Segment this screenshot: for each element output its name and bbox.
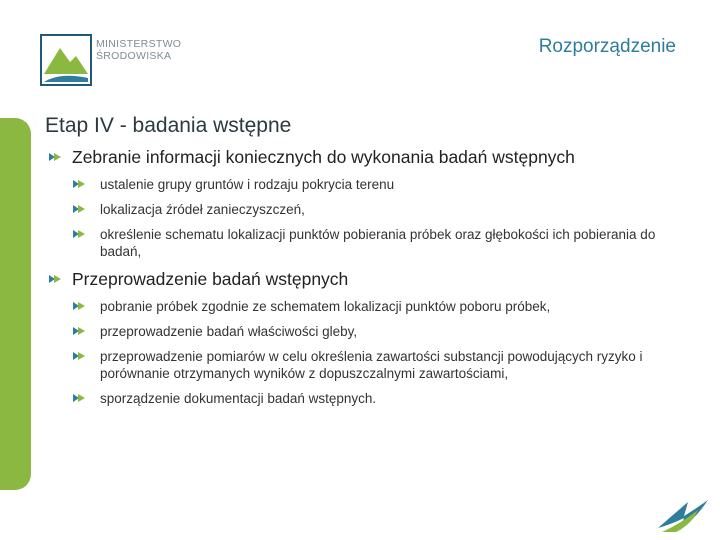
slide-content xyxy=(36,146,676,415)
ministry-logo xyxy=(40,34,200,88)
arrow-bullet-icon xyxy=(72,204,86,214)
arrow-bullet-icon xyxy=(48,274,62,284)
arrow-bullet-icon xyxy=(72,326,86,336)
arrow-bullet-icon xyxy=(72,229,86,239)
arrow-bullet-icon xyxy=(72,393,86,403)
sub-bullet-item xyxy=(36,176,676,193)
bullet-item xyxy=(36,268,676,290)
sub-bullet-label: przeprowadzenie badań właściwości gleby, xyxy=(100,324,358,339)
logo-line-2: ŚRODOWISKA xyxy=(96,50,172,62)
arrow-bullet-icon xyxy=(48,152,62,162)
sub-bullet-label: sporządzenie dokumentacji badań wstępnych. xyxy=(100,391,377,406)
sub-bullet-label: przeprowadzenie pomiarów w celu określenia zawartości substancji powodujących ryzyko i porównanie otrzymanych wyników z dopuszczalnymi zawartościami, xyxy=(100,349,643,381)
header-title: Rozporządzenie xyxy=(538,36,676,57)
sub-bullet-item xyxy=(36,390,676,407)
sub-bullet-label: pobranie próbek zgodnie ze schematem lokalizacji punktów poboru próbek, xyxy=(100,299,551,314)
sub-bullet-item xyxy=(36,323,676,340)
arrow-bullet-icon xyxy=(72,179,86,189)
arrow-bullet-icon xyxy=(72,351,86,361)
logo-line-1: MINISTERSTWO xyxy=(96,38,182,50)
bullet-label: Zebranie informacji koniecznych do wykonania badań wstępnych xyxy=(72,147,575,167)
sub-bullet-label: ustalenie grupy gruntów i rodzaju pokrycia terenu xyxy=(100,177,395,192)
bullet-label: Przeprowadzenie badań wstępnych xyxy=(72,269,349,289)
sub-bullet-label: określenie schematu lokalizacji punktów pobierania próbek oraz głębokości ich pobierania do badań, xyxy=(100,227,656,259)
sub-bullet-label: lokalizacja źródeł zanieczyszczeń, xyxy=(100,202,305,217)
left-accent-bar xyxy=(0,118,31,490)
sub-bullet-item xyxy=(36,226,676,260)
arrow-bullet-icon xyxy=(72,301,86,311)
sub-bullet-item xyxy=(36,298,676,315)
ministry-logo-text xyxy=(96,38,181,62)
sub-bullet-item xyxy=(36,348,676,382)
sub-bullet-item xyxy=(36,201,676,218)
bullet-item xyxy=(36,146,676,168)
slide-title: Etap IV - badania wstępne xyxy=(45,114,292,137)
ministry-logo-icon xyxy=(40,34,92,86)
corner-swoosh-icon xyxy=(654,494,712,534)
